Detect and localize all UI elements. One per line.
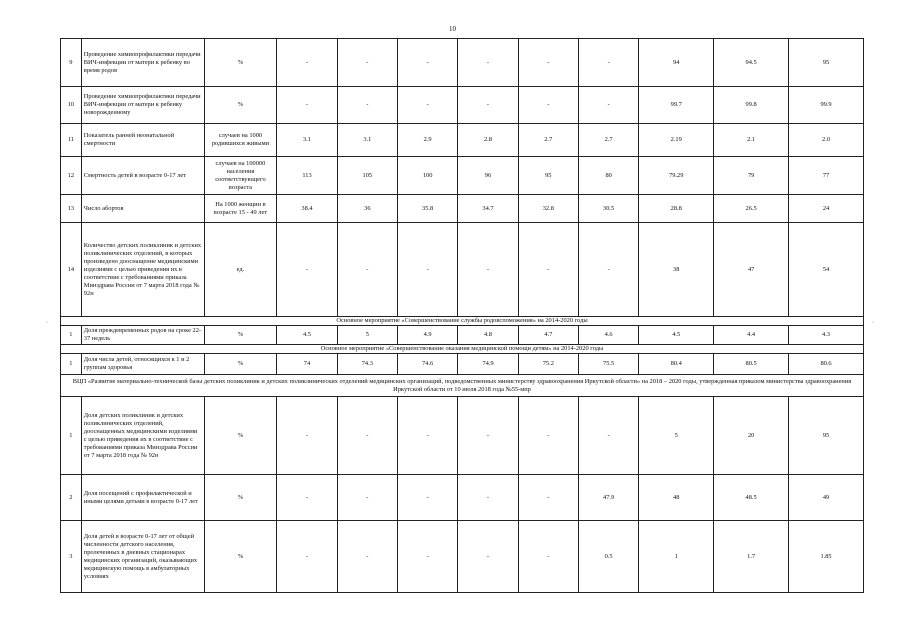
value-cell: -: [397, 397, 457, 475]
value-cell: 77: [789, 157, 864, 195]
value-cell: 94.5: [714, 39, 789, 87]
unit-cell: %: [204, 475, 277, 521]
unit-cell: %: [204, 326, 277, 345]
value-cell: -: [277, 475, 337, 521]
value-cell: 0.5: [578, 521, 638, 593]
table-row: [61, 157, 864, 195]
value-cell: 47.9: [578, 475, 638, 521]
value-cell: -: [458, 39, 518, 87]
page-number: 10: [449, 25, 456, 33]
value-cell: 74.9: [458, 354, 518, 375]
value-cell: -: [397, 87, 457, 124]
row-number: 11: [61, 124, 82, 157]
indicator-name: Доля числа детей, относящихся к 1 и 2 группам здоровья: [81, 354, 204, 375]
value-cell: -: [337, 87, 397, 124]
value-cell: 80.5: [714, 354, 789, 375]
value-cell: 99.8: [714, 87, 789, 124]
value-cell: 75.5: [578, 354, 638, 375]
unit-cell: %: [204, 397, 277, 475]
section-row: [61, 317, 864, 326]
table-row: [61, 124, 864, 157]
unit-cell: %: [204, 87, 277, 124]
value-cell: 20: [714, 397, 789, 475]
section-title: Основное мероприятие «Совершенствование оказания медицинской помощи детям» на 2014-2020 годы: [61, 345, 864, 354]
value-cell: 5: [337, 326, 397, 345]
value-cell: 5: [639, 397, 714, 475]
value-cell: 100: [397, 157, 457, 195]
table-body: [61, 39, 864, 593]
table-row: [61, 195, 864, 223]
row-number: 12: [61, 157, 82, 195]
row-number: 3: [61, 521, 82, 593]
value-cell: -: [578, 87, 638, 124]
value-cell: 32.8: [518, 195, 578, 223]
value-cell: 4.7: [518, 326, 578, 345]
value-cell: 24: [789, 195, 864, 223]
value-cell: -: [337, 521, 397, 593]
value-cell: 113: [277, 157, 337, 195]
value-cell: 48.5: [714, 475, 789, 521]
value-cell: 80.4: [639, 354, 714, 375]
value-cell: 79.29: [639, 157, 714, 195]
unit-cell: %: [204, 521, 277, 593]
row-number: 9: [61, 39, 82, 87]
value-cell: -: [458, 475, 518, 521]
table-row: [61, 521, 864, 593]
value-cell: -: [458, 87, 518, 124]
value-cell: -: [518, 397, 578, 475]
value-cell: 3.1: [277, 124, 337, 157]
indicator-name: Число абортов: [81, 195, 204, 223]
unit-cell: %: [204, 39, 277, 87]
value-cell: -: [397, 521, 457, 593]
section-title: ВЦП «Развитие материально-технической базы детских поликлиник и детских поликлинических отделений медицинских организаций, подведомственных министерству здравоохранения Иркутской области» на 2018 – 2020 годы, утвержденная приказом министерства здравоохранения Иркутской области от 10 июля 2018 года №55-мпр: [61, 375, 864, 397]
indicator-name: Смертность детей в возрасте 0-17 лет: [81, 157, 204, 195]
value-cell: -: [337, 39, 397, 87]
table-row: [61, 354, 864, 375]
indicator-name: Доля преждевременных родов на сроке 22-37 недель: [81, 326, 204, 345]
value-cell: 48: [639, 475, 714, 521]
row-number: 14: [61, 223, 82, 317]
indicator-name: Показатель ранней неонатальной смертности: [81, 124, 204, 157]
value-cell: -: [277, 39, 337, 87]
value-cell: 96: [458, 157, 518, 195]
table-row: [61, 397, 864, 475]
value-cell: 99.7: [639, 87, 714, 124]
unit-cell: ед.: [204, 223, 277, 317]
value-cell: 28.8: [639, 195, 714, 223]
unit-cell: %: [204, 354, 277, 375]
value-cell: 2.7: [578, 124, 638, 157]
value-cell: -: [458, 521, 518, 593]
value-cell: 38.4: [277, 195, 337, 223]
table-row: [61, 223, 864, 317]
value-cell: 4.9: [397, 326, 457, 345]
section-row: [61, 345, 864, 354]
row-number: 10: [61, 87, 82, 124]
value-cell: 4.5: [639, 326, 714, 345]
value-cell: 75.2: [518, 354, 578, 375]
value-cell: 2.9: [397, 124, 457, 157]
value-cell: 4.6: [578, 326, 638, 345]
value-cell: 2.7: [518, 124, 578, 157]
value-cell: 30.5: [578, 195, 638, 223]
unit-cell: случаев на 100000 населения соответствующего возраста: [204, 157, 277, 195]
value-cell: 80.6: [789, 354, 864, 375]
unit-cell: случаев на 1000 родившихся живыми: [204, 124, 277, 157]
value-cell: -: [458, 223, 518, 317]
value-cell: -: [337, 475, 397, 521]
value-cell: 47: [714, 223, 789, 317]
table-row: [61, 87, 864, 124]
indicator-name: Доля детских поликлиник и детских поликлинических отделений, дооснащенных медицинскими изделиями с целью приведения их в соответствие с требованиями приказа Минздрава России от 7 марта 2018 года № 92н: [81, 397, 204, 475]
section-title: Основное мероприятие «Совершенствование службы родовспоможения» на 2014-2020 годы: [61, 317, 864, 326]
value-cell: 54: [789, 223, 864, 317]
value-cell: -: [337, 397, 397, 475]
value-cell: -: [518, 39, 578, 87]
value-cell: -: [458, 397, 518, 475]
indicators-table: [60, 38, 864, 593]
value-cell: 4.3: [789, 326, 864, 345]
indicator-name: Доля посещений с профилактической и иными целями детьми в возрасте 0-17 лет: [81, 475, 204, 521]
value-cell: 79: [714, 157, 789, 195]
row-number: 13: [61, 195, 82, 223]
row-number: 2: [61, 475, 82, 521]
value-cell: -: [337, 223, 397, 317]
value-cell: 74: [277, 354, 337, 375]
value-cell: 95: [789, 39, 864, 87]
row-number: 1: [61, 397, 82, 475]
value-cell: -: [578, 397, 638, 475]
indicator-name: Проведение химиопрофилактики передачи ВИЧ-инфекции от матери к ребенку во время родов: [81, 39, 204, 87]
value-cell: 4.4: [714, 326, 789, 345]
value-cell: 80: [578, 157, 638, 195]
unit-cell: На 1000 женщин в возрасте 15 - 49 лет: [204, 195, 277, 223]
value-cell: 2.1: [714, 124, 789, 157]
value-cell: 105: [337, 157, 397, 195]
value-cell: 94: [639, 39, 714, 87]
value-cell: -: [578, 39, 638, 87]
value-cell: -: [518, 223, 578, 317]
indicator-name: Количество детских поликлиник и детских поликлинических отделений, в которых произведено дооснащение медицинскими изделиями с целью приведения их в соответствие с требованиями приказа Минздрава России от 7 марта 2018 года № 92н: [81, 223, 204, 317]
value-cell: 4.5: [277, 326, 337, 345]
table-row: [61, 39, 864, 87]
value-cell: 1.85: [789, 521, 864, 593]
value-cell: 2.0: [789, 124, 864, 157]
scan-mark: ·: [46, 320, 48, 326]
value-cell: 1.7: [714, 521, 789, 593]
value-cell: -: [277, 397, 337, 475]
value-cell: 74.3: [337, 354, 397, 375]
value-cell: -: [518, 87, 578, 124]
scan-mark: ·: [872, 320, 874, 326]
value-cell: -: [518, 475, 578, 521]
value-cell: -: [277, 223, 337, 317]
value-cell: 36: [337, 195, 397, 223]
value-cell: -: [397, 223, 457, 317]
value-cell: -: [397, 39, 457, 87]
row-number: 1: [61, 354, 82, 375]
value-cell: 2.19: [639, 124, 714, 157]
value-cell: 95: [789, 397, 864, 475]
value-cell: 34.7: [458, 195, 518, 223]
value-cell: -: [578, 223, 638, 317]
value-cell: -: [277, 521, 337, 593]
value-cell: 49: [789, 475, 864, 521]
value-cell: -: [397, 475, 457, 521]
table-row: [61, 326, 864, 345]
table-row: [61, 475, 864, 521]
value-cell: -: [518, 521, 578, 593]
indicator-name: Доля детей в возрасте 0-17 лет от общей численности детского населения, пролеченных в дневных стационарах медицинских организаций, оказывающих медицинскую помощь в амбулаторных условиях: [81, 521, 204, 593]
section-row: [61, 375, 864, 397]
value-cell: 38: [639, 223, 714, 317]
value-cell: 99.9: [789, 87, 864, 124]
value-cell: 74.6: [397, 354, 457, 375]
value-cell: 95: [518, 157, 578, 195]
value-cell: 35.8: [397, 195, 457, 223]
indicator-name: Проведение химиопрофилактики передачи ВИЧ-инфекции от матери к ребенку новорожденному: [81, 87, 204, 124]
value-cell: 26.5: [714, 195, 789, 223]
value-cell: 4.8: [458, 326, 518, 345]
value-cell: -: [277, 87, 337, 124]
value-cell: 3.1: [337, 124, 397, 157]
value-cell: 1: [639, 521, 714, 593]
value-cell: 2.8: [458, 124, 518, 157]
row-number: 1: [61, 326, 82, 345]
